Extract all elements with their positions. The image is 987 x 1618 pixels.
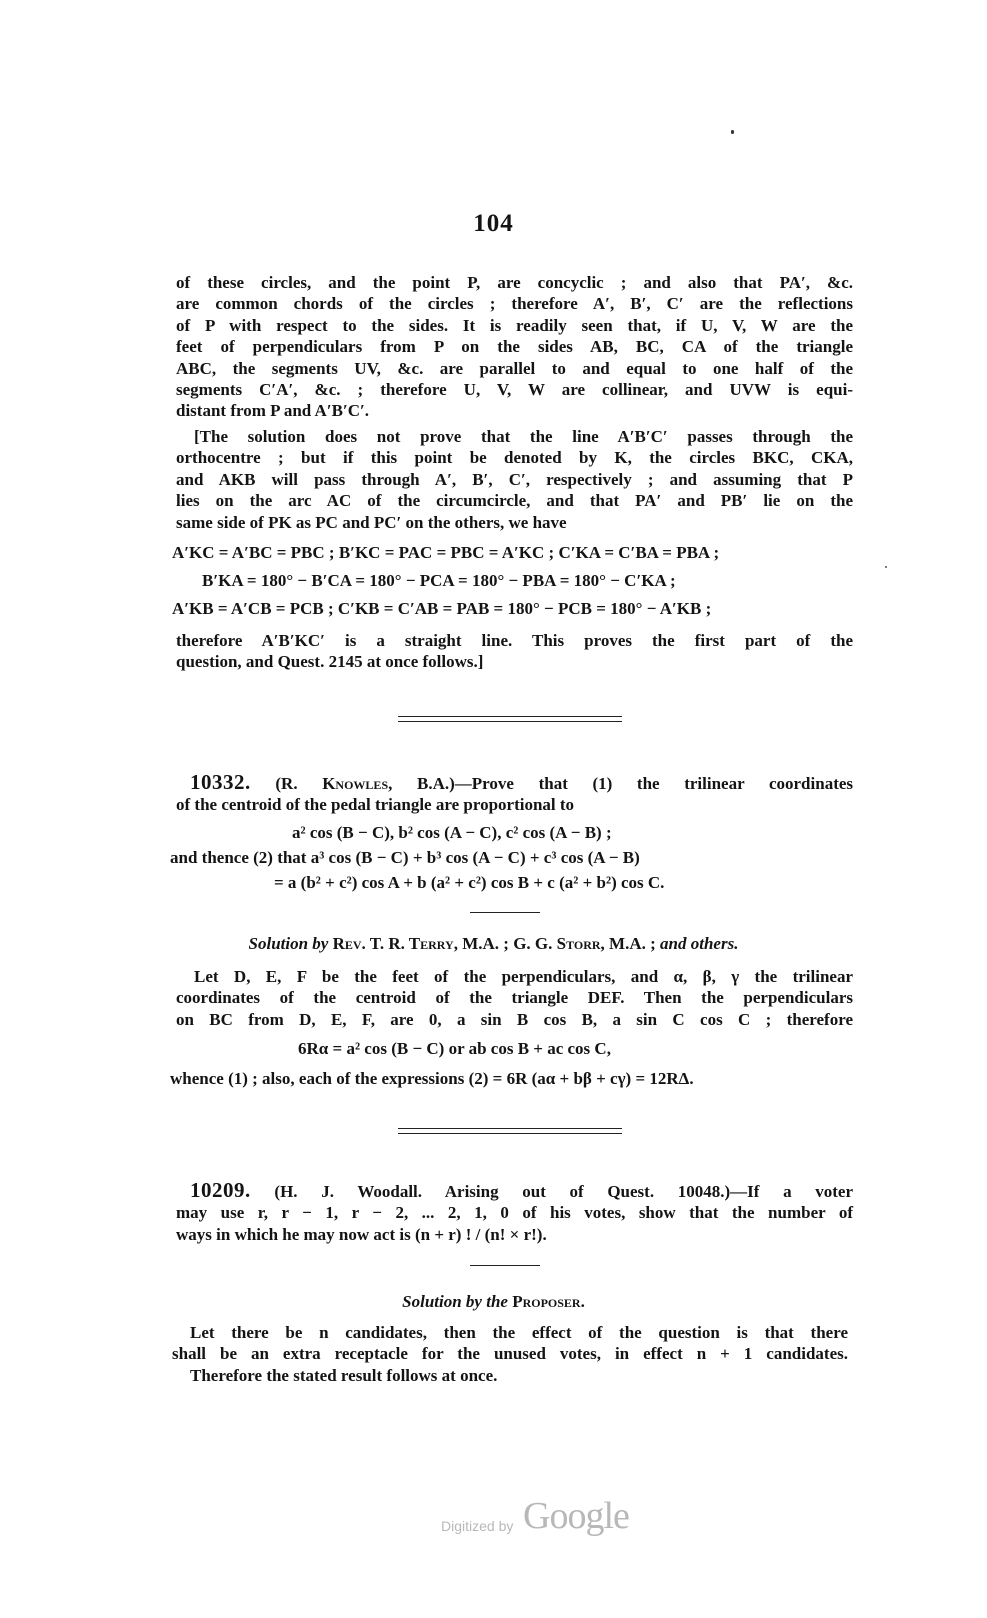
solution-others: and others. (660, 934, 739, 953)
text-line: question, and Quest. 2145 at once follows.] (176, 652, 484, 672)
question-header-line (176, 1180, 853, 1202)
text-line: shall be an extra receptacle for the unused votes, in effect n + 1 candidates. (172, 1344, 848, 1364)
google-logo: Google (523, 1495, 629, 1537)
section-separator (398, 721, 622, 722)
short-rule (470, 912, 540, 913)
question-10332 (176, 772, 853, 816)
solution-credit (0, 1292, 987, 1312)
editorial-note (176, 426, 853, 533)
question-author: (R. Knowles, B.A.) (275, 774, 455, 793)
formula-identity-line-2: = a (b² + c²) cos A + b (a² + c²) cos B + c (a² + b²) cos C. (274, 873, 665, 892)
text-line: segments C′A′, &c. ; therefore U, V, W are collinear, and UVW is equi- (176, 380, 853, 400)
formula-proportional: a² cos (B − C), b² cos (A − C), c² cos (A − B) ; (292, 823, 612, 842)
solution-credit (0, 934, 987, 954)
text-line: ways in which he may now act is (n + r) ! / (n! × r!). (176, 1224, 547, 1244)
text-line: on BC from D, E, F, are 0, a sin B cos B, a sin C cos C ; therefore (176, 1009, 853, 1029)
text-line: may use r, r − 1, r − 2, ... 2, 1, 0 of his votes, show that the number of (176, 1203, 853, 1223)
stray-ink-mark (731, 130, 734, 134)
equation-line-1: A′KC = A′BC = PBC ; B′KC = PAC = PBC = A′KC ; C′KA = C′BA = PBA ; (172, 543, 720, 562)
formula-identity-line-1: and thence (2) that a³ cos (B − C) + b³ cos (A − C) + c³ cos (A − B) (170, 848, 640, 867)
text-line: of P with respect to the sides. It is readily seen that, if U, V, W are the (176, 315, 853, 335)
text-line: orthocentre ; but if this point be denoted by K, the circles BKC, CKA, (176, 448, 853, 468)
text-line: of these circles, and the point P, are concyclic ; and also that PA′, &c. (176, 273, 853, 292)
equation-line-3: A′KB = A′CB = PCB ; C′KB = C′AB = PAB = 180° − PCB = 180° − A′KB ; (172, 599, 712, 618)
text-line: feet of perpendiculars from P on the sides AB, BC, CA of the triangle (176, 337, 853, 357)
solution-label: Solution by the (402, 1292, 508, 1311)
text-line: Therefore the stated result follows at once. (190, 1365, 498, 1385)
question-10209 (176, 1180, 853, 1245)
short-rule (470, 1265, 540, 1266)
solution-10332 (176, 966, 853, 1030)
text-line: [The solution does not prove that the line A′B′C′ passes through the (194, 427, 853, 446)
text-line: Let D, E, F be the feet of the perpendiculars, and α, β, γ the trilinear (194, 967, 853, 986)
paragraph-conclusion (176, 630, 853, 673)
question-header-line (176, 772, 853, 794)
section-separator (398, 1128, 622, 1129)
text-line: distant from P and A′B′C′. (176, 401, 370, 421)
equation-line-2: B′KA = 180° − B′CA = 180° − PCA = 180° − PBA = 180° − C′KA ; (202, 571, 676, 590)
text-line: Let there be n candidates, then the effect of the question is that there (190, 1323, 848, 1342)
solution-authors: Proposer. (512, 1292, 585, 1311)
text-line: coordinates of the centroid of the triangle DEF. Then the perpendiculars (176, 988, 853, 1008)
text-line: therefore A′B′KC′ is a straight line. This proves the first part of the (176, 631, 853, 650)
text-line: ABC, the segments UV, &c. are parallel to and equal to one half of the (176, 358, 853, 378)
paragraph-continuation (176, 272, 853, 422)
text-line: same side of PK as PC and PC′ on the others, we have (176, 512, 567, 532)
section-separator (398, 1133, 622, 1134)
solution-10209 (172, 1322, 848, 1386)
question-number: 10209. (190, 1178, 251, 1202)
section-separator (398, 716, 622, 717)
solution-formula: 6Rα = a² cos (B − C) or ab cos B + ac cos C, (298, 1039, 611, 1058)
solution-authors: Rev. T. R. Terry, M.A. ; G. G. Storr, M.A. ; (332, 934, 656, 953)
stray-ink-mark (885, 566, 887, 568)
question-text: —Prove that (1) the trilinear coordinates (454, 774, 854, 793)
question-number: 10332. (190, 770, 251, 794)
page-number: 104 (473, 210, 514, 237)
text-line: and AKB will pass through A′, B′, C′, respectively ; and assuming that P (176, 469, 853, 489)
text-line: of the centroid of the pedal triangle are proportional to (176, 795, 575, 815)
solution-conclusion: whence (1) ; also, each of the expressions (2) = 6R (aα + bβ + cγ) = 12RΔ. (170, 1069, 694, 1088)
text-line: are common chords of the circles ; therefore A′, B′, C′ are the reflections (176, 294, 853, 314)
solution-label: Solution by (248, 934, 329, 953)
watermark-text: Digitized by (441, 1518, 514, 1534)
question-text: (H. J. Woodall. Arising out of Quest. 10048.)—If a voter (274, 1182, 853, 1201)
digitized-watermark (441, 1494, 661, 1544)
text-line: lies on the arc AC of the circumcircle, and that PA′ and PB′ lie on the (176, 491, 853, 511)
